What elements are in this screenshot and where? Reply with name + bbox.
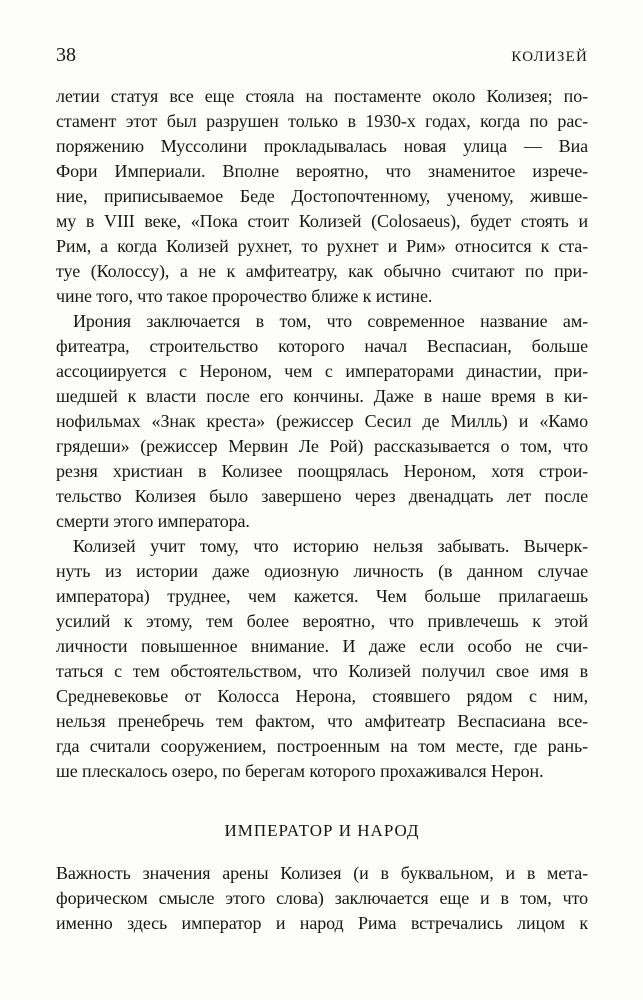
text-line: Важность значения арены Колизея (и в буквальном, и в мета- xyxy=(56,863,588,883)
text-line: Фори Империали. Вполне вероятно, что знаменитое изрече- xyxy=(56,161,588,181)
text-line: летии статуя все еще стояла на постаменте около Колизея; по- xyxy=(56,86,588,106)
text-line: ше плескалось озеро, по берегам которого прохаживался Нерон. xyxy=(56,761,544,781)
text-line: стамент этот был разрушен только в 1930-х годах, когда по рас- xyxy=(56,111,588,131)
text-line: нофильмах «Знак креста» (режиссер Сесил де Милль) и «Камо xyxy=(56,411,588,431)
text-line: форическом смысле этого слова) заключается еще и в том, что xyxy=(56,888,588,908)
page-header xyxy=(56,44,588,68)
text-line: ние, приписываемое Беде Достопочтенному, ученому, живше- xyxy=(56,186,588,206)
section-heading: ИМПЕРАТОР И НАРОД xyxy=(224,821,420,840)
text-line: ассоциируется с Нероном, чем с императорами династии, при- xyxy=(56,361,588,381)
page-body xyxy=(56,84,588,936)
text-line: Ирония заключается в том, что современное название ам- xyxy=(73,311,588,331)
text-line: туе (Колоссу), а не к амфитеатру, как обычно считают по при- xyxy=(56,261,588,281)
text-line: именно здесь император и народ Рима встречались лицом к xyxy=(56,913,588,933)
text-line: шедшей к власти после его кончины. Даже в наше время в ки- xyxy=(56,386,588,406)
text-line: нуть из истории даже одиозную личность (в данном случае xyxy=(56,561,588,581)
text-line: гда считали сооружением, построенным на том месте, где рань- xyxy=(56,736,588,756)
text-line: резня христиан в Колизее поощрялась Нероном, хотя строи- xyxy=(56,461,588,481)
text-line: поряжению Муссолини прокладывалась новая улица — Виа xyxy=(56,136,588,156)
text-line: императора) труднее, чем кажется. Чем больше прилагаешь xyxy=(56,586,588,606)
text-line: Средневековье от Колосса Нерона, стоявшего рядом с ним, xyxy=(56,686,588,706)
text-line: Рим, а когда Колизей рухнет, то рухнет и Рим» относится к ста- xyxy=(56,236,588,256)
paragraph xyxy=(56,84,588,309)
paragraph xyxy=(56,861,588,936)
text-line: Колизей учит тому, что историю нельзя забывать. Вычерк- xyxy=(73,536,588,556)
text-line: нельзя пренебречь тем фактом, что амфитеатр Веспасиана все- xyxy=(56,711,588,731)
text-line: фитеатра, строительство которого начал Веспасиан, больше xyxy=(56,336,588,356)
text-line: личности повышенное внимание. И даже если особо не счи- xyxy=(56,636,588,656)
paragraph xyxy=(56,534,588,784)
text-line: тельство Колизея было завершено через двенадцать лет после xyxy=(56,486,588,506)
text-line: таться с тем обстоятельством, что Колизей получил свое имя в xyxy=(56,661,588,681)
text-line: грядеши» (режиссер Мервин Ле Рой) рассказывается о том, что xyxy=(56,436,588,456)
text-line: усилий к этому, тем более вероятно, что привлечешь к этой xyxy=(56,611,588,631)
running-title: КОЛИЗЕЙ xyxy=(511,49,588,65)
text-line: чине того, что такое пророчество ближе к истине. xyxy=(56,286,433,306)
paragraph xyxy=(56,309,588,534)
page-number: 38 xyxy=(56,44,76,66)
text-line: му в VIII веке, «Пока стоит Колизей (Colosaeus), будет стоять и xyxy=(56,211,588,231)
text-line: смерти этого императора. xyxy=(56,511,250,531)
